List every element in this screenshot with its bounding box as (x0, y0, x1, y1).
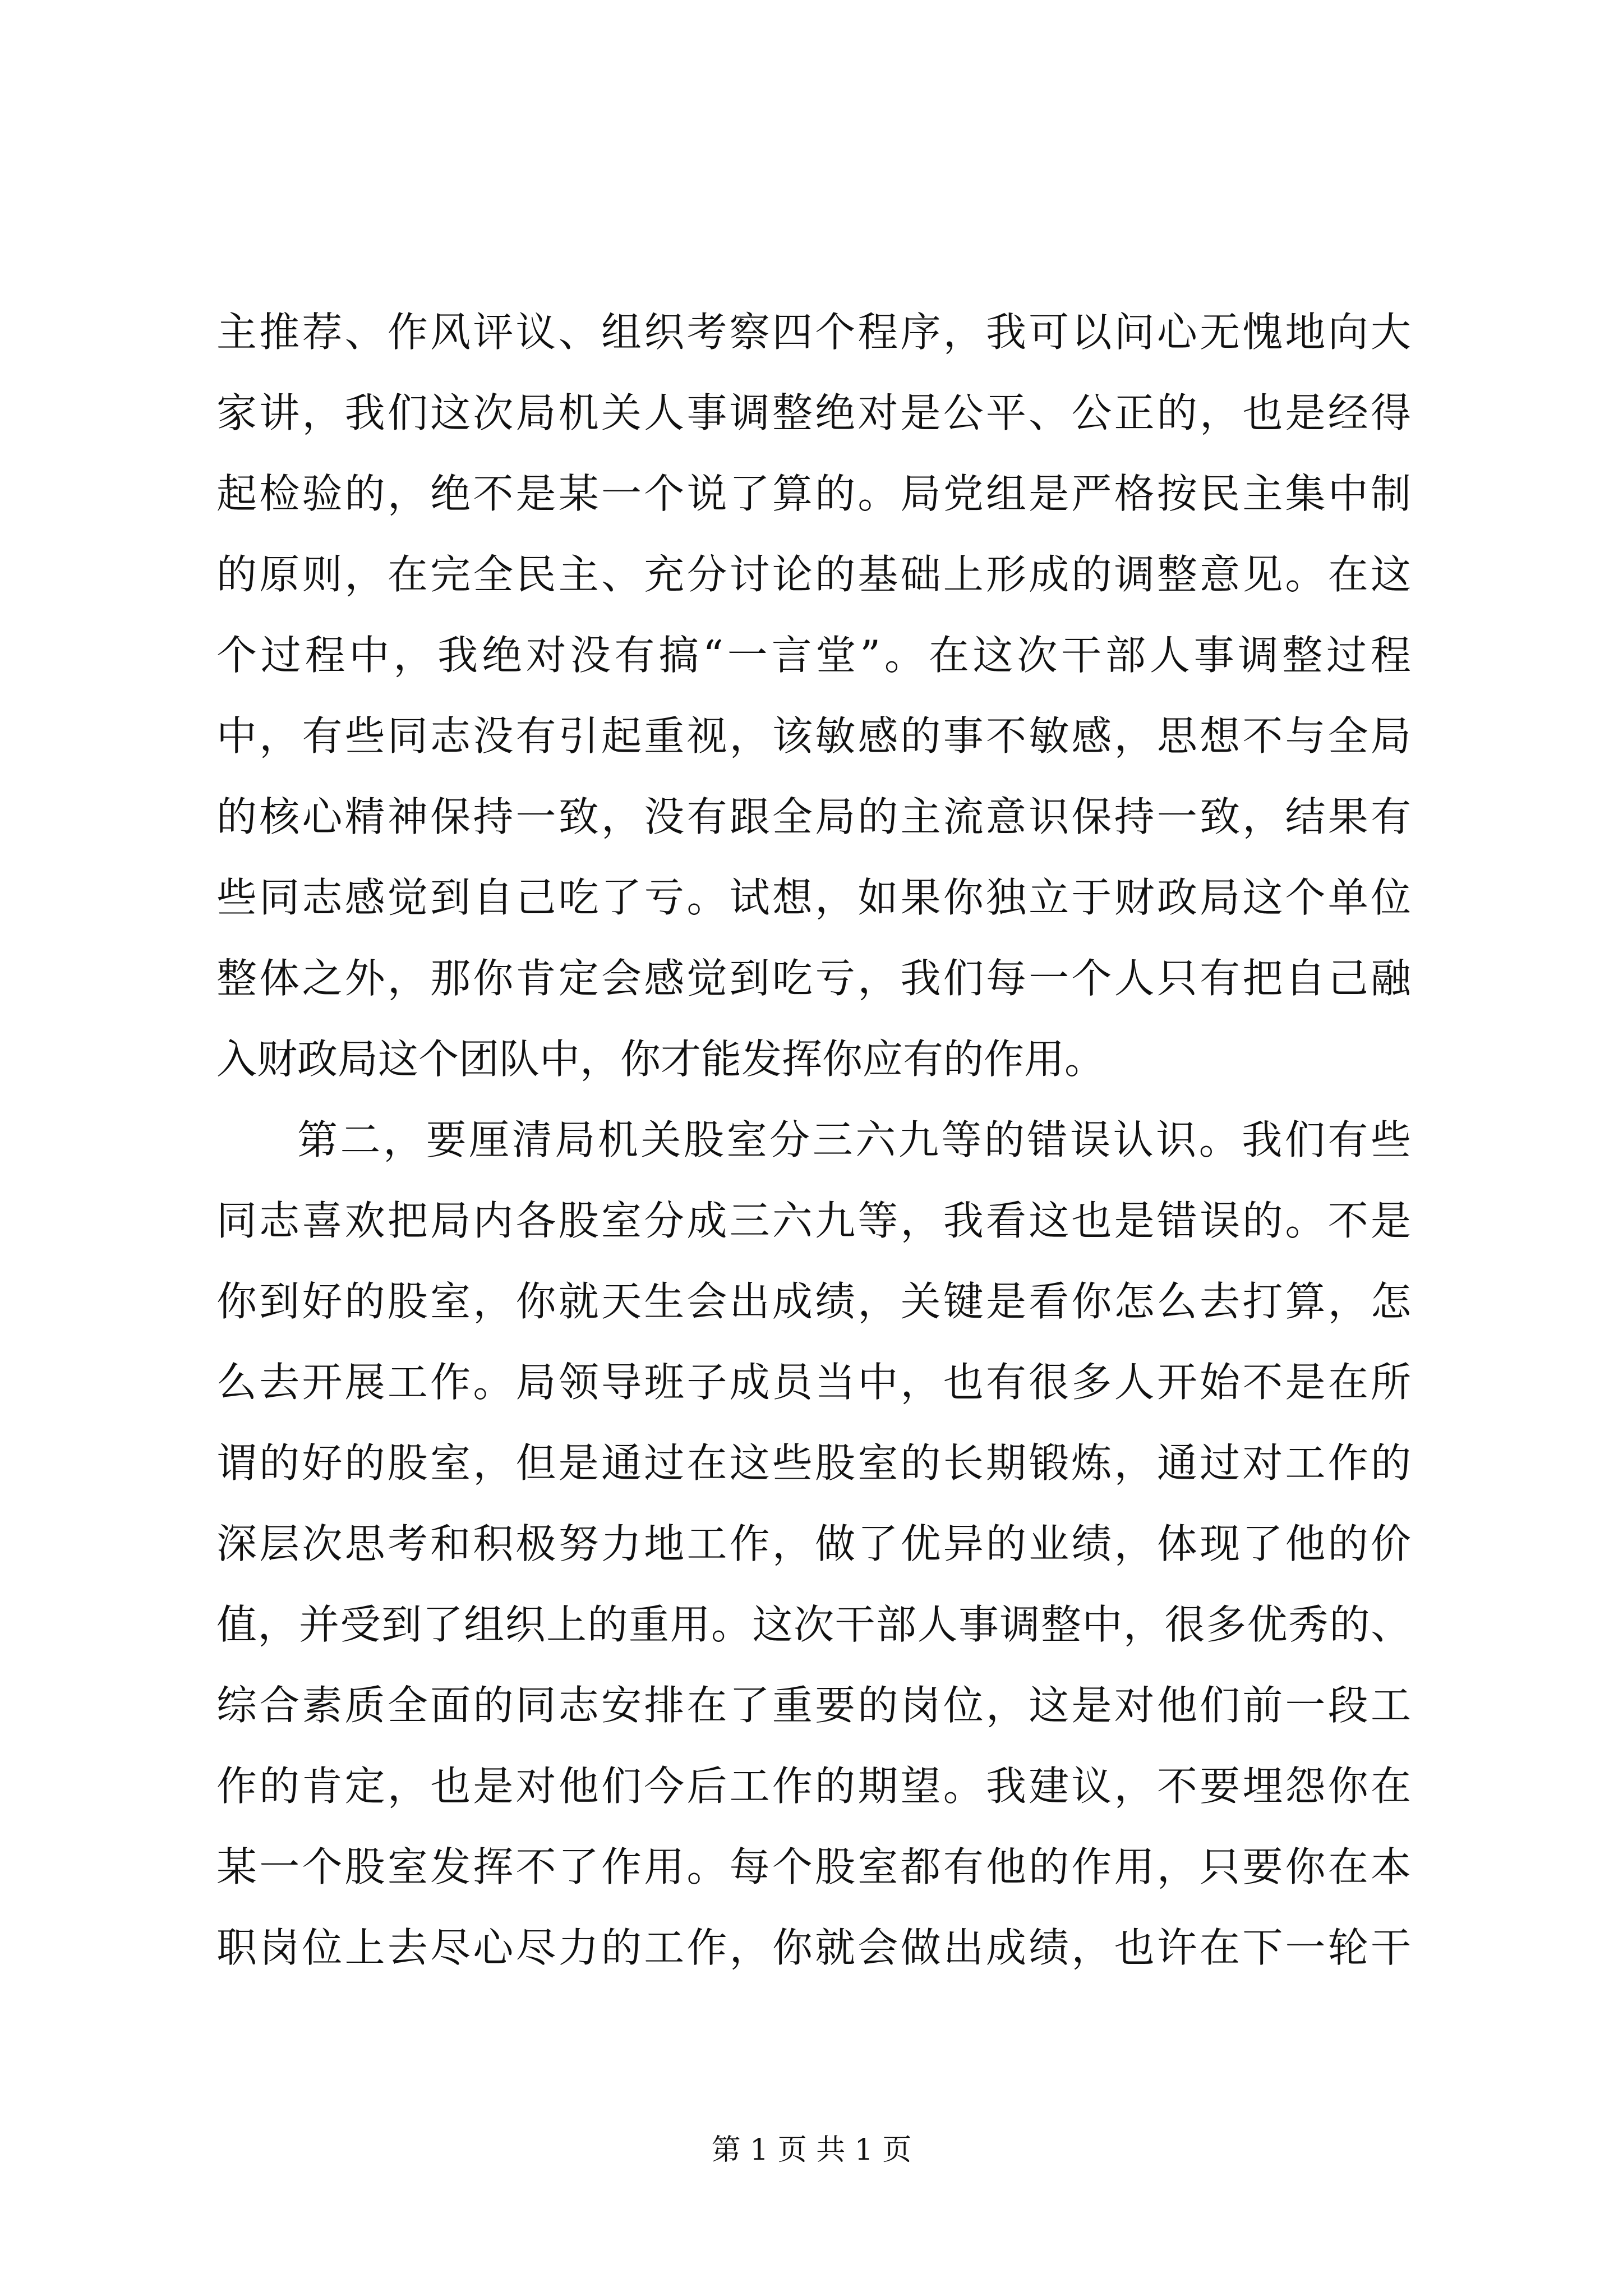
text-line: 值，并受到了组织上的重用。这次干部人事调整中，很多优秀的、 (216, 1601, 1411, 1648)
text-line: 整体之外，那你肯定会感觉到吃亏，我们每一个人只有把自己融 (216, 955, 1411, 1002)
text-line: 职岗位上去尽心尽力的工作，你就会做出成绩，也许在下一轮干 (216, 1924, 1411, 1971)
text-line: 些同志感觉到自己吃了亏。试想，如果你独立于财政局这个单位 (216, 874, 1411, 921)
text-line: 综合素质全面的同志安排在了重要的岗位，这是对他们前一段工 (216, 1682, 1411, 1729)
text-line: 起检验的，绝不是某一个说了算的。局党组是严格按民主集中制 (216, 470, 1411, 517)
text-line: 的核心精神保持一致，没有跟全局的主流意识保持一致，结果有 (216, 793, 1411, 840)
text-line: 么去开展工作。局领导班子成员当中，也有很多人开始不是在所 (216, 1359, 1411, 1406)
text-line: 同志喜欢把局内各股室分成三六九等，我看这也是错误的。不是 (216, 1197, 1411, 1244)
text-line: 第二，要厘清局机关股室分三六九等的错误认识。我们有些 (297, 1116, 1411, 1163)
text-line: 某一个股室发挥不了作用。每个股室都有他的作用，只要你在本 (216, 1843, 1411, 1890)
text-line: 谓的好的股室，但是通过在这些股室的长期锻炼，通过对工作的 (216, 1439, 1411, 1487)
page-footer (0, 2126, 1623, 2168)
text-line: 主推荐、作风评议、组织考察四个程序，我可以问心无愧地向大 (216, 309, 1411, 356)
text-line: 中，有些同志没有引起重视，该敏感的事不敏感，思想不与全局 (216, 712, 1411, 760)
text-line: 个过程中，我绝对没有搞“一言堂”。在这次干部人事调整过程 (216, 632, 1411, 679)
text-line: 作的肯定，也是对他们今后工作的期望。我建议，不要埋怨你在 (216, 1763, 1411, 1810)
text-line: 你到好的股室，你就天生会出成绩，关键是看你怎么去打算，怎 (216, 1278, 1411, 1325)
text-line: 的原则，在完全民主、充分讨论的基础上形成的调整意见。在这 (216, 551, 1411, 598)
text-line: 家讲，我们这次局机关人事调整绝对是公平、公正的，也是经得 (216, 389, 1411, 436)
text-line: 入财政局这个团队中，你才能发挥你应有的作用。 (216, 1036, 1105, 1083)
page-number-label: 第 1 页 共 1 页 (711, 2133, 912, 2167)
document-body (216, 292, 1411, 1988)
text-line: 深层次思考和积极努力地工作，做了优异的业绩，体现了他的价 (216, 1520, 1411, 1567)
